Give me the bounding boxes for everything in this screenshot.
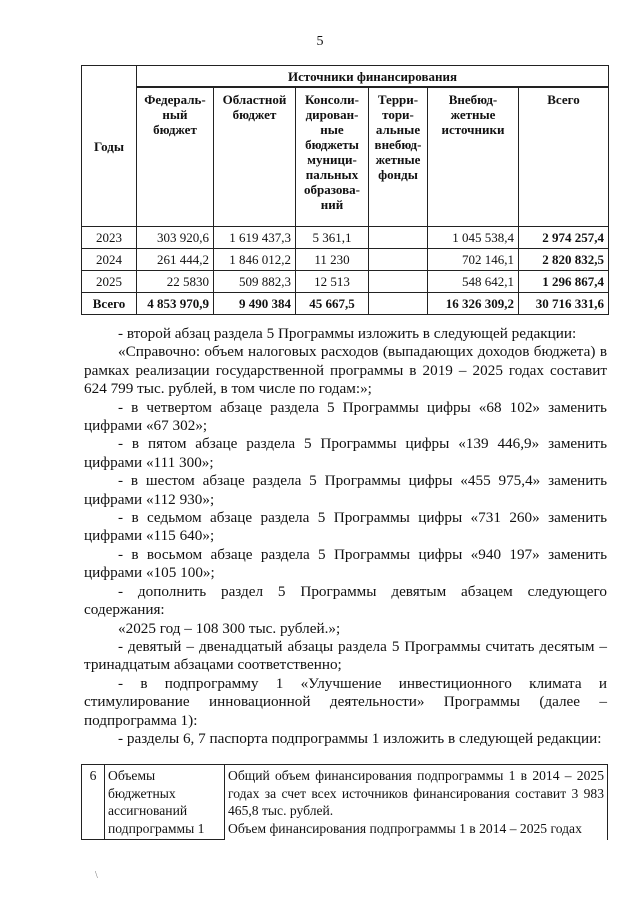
paragraph: - в восьмом абзаце раздела 5 Программы цифры «940 197» заменить цифрами «105 100»; [84,545,607,582]
paragraph: - второй абзац раздела 5 Программы изложить в следующей редакции: [118,325,577,342]
col-total [519,87,609,227]
passport-value-line: Объем финансирования подпрограммы 1 в 2014 – 2025 годах [228,820,582,836]
passport-row-number: 6 [82,765,105,840]
federal-cell: 22 5830 [137,271,214,293]
territorial-cell [369,271,428,293]
federal-cell: 261 444,2 [137,249,214,271]
table-row [82,249,609,271]
year-cell: 2023 [82,227,137,249]
col-municipal-label: Консоли- дирован- ные бюджеты муници- пальных образова- ний [304,92,360,212]
paragraph: - разделы 6, 7 паспорта подпрограммы 1 изложить в следующей редакции: [118,729,602,747]
passport-row-value [225,765,608,840]
territorial-cell [369,227,428,249]
year-cell: 2024 [82,249,137,271]
passport-value-line: Общий объем финансирования подпрограммы 1 в 2014 – 2025 годах за счет всех источников финансирования составит 3 983 465,8 тыс. рублей. [228,768,604,818]
regional-cell: 9 490 384 [214,293,296,315]
extra-cell: 702 146,1 [428,249,519,271]
total-cell: 30 716 331,6 [519,293,609,315]
passport-table [81,764,608,840]
year-cell: 2025 [82,271,137,293]
table-row [82,271,609,293]
table-total-row [82,293,609,315]
col-regional-label: Областной бюджет [222,92,287,122]
col-extra-label: Внебюд- жетные источники [441,92,505,137]
paragraph: - в шестом абзаце раздела 5 Программы цифры «455 975,4» заменить цифрами «112 930»; [84,472,607,508]
paragraph: - дополнить раздел 5 Программы девятым абзацем следующего содержания: [84,582,607,619]
col-extra [428,87,519,227]
municipal-cell: 45 667,5 [296,293,369,315]
municipal-cell: 12 513 [296,271,369,293]
col-municipal [296,87,369,227]
regional-cell: 1 619 437,3 [214,227,296,249]
regional-cell: 509 882,3 [214,271,296,293]
col-total-label: Всего [547,92,580,107]
col-territorial-label: Терри- тори- альные внебюд- жетные фонды [374,92,422,182]
paragraph: - в четвертом абзаце раздела 5 Программы цифры «68 102» заменить цифрами «67 302»; [84,398,607,435]
financing-table [81,65,609,315]
total-cell: 2 820 832,5 [519,249,609,271]
amendments-text [84,325,607,748]
extra-cell: 16 326 309,2 [428,293,519,315]
municipal-cell: 5 361,1 [296,227,369,249]
paragraph: «2025 год – 108 300 тыс. рублей.»; [118,619,341,637]
passport-row [82,765,608,840]
territorial-cell [369,249,428,271]
year-cell: Всего [82,293,137,315]
total-cell: 2 974 257,4 [519,227,609,249]
table-row [82,227,609,249]
col-territorial [369,87,428,227]
municipal-cell: 11 230 [296,249,369,271]
col-federal [137,87,214,227]
paragraph: - в седьмом абзаце раздела 5 Программы цифры «731 260» заменить цифрами «115 640»; [84,509,607,545]
paragraph: «Справочно: объем налоговых расходов (выпадающих доходов бюджета) в рамках реализации государственной программы в 2019 – 2025 годах составит 624 799 тыс. рублей, в том числе по годам:»; [84,343,607,398]
col-federal-label: Федераль- ный бюджет [144,92,206,137]
scan-mark: \ [95,870,98,881]
territorial-cell [369,293,428,315]
years-header: Годы [82,66,137,227]
paragraph: - девятый – двенадцатый абзацы раздела 5 Программы считать десятым – тринадцатым абзацами соответственно; [84,637,607,674]
col-regional [214,87,296,227]
paragraph: - в подпрограмму 1 «Улучшение инвестиционного климата и стимулирование инновационной деятельности» Программы (далее – подпрограмма 1): [84,674,607,729]
extra-cell: 1 045 538,4 [428,227,519,249]
regional-cell: 1 846 012,2 [214,249,296,271]
sources-header: Источники финансирования [137,66,609,88]
federal-cell: 303 920,6 [137,227,214,249]
federal-cell: 4 853 970,9 [137,293,214,315]
page-number: 5 [316,34,324,49]
passport-row-label: Объемы бюджетных ассигнований подпрограммы 1 [105,765,225,840]
extra-cell: 548 642,1 [428,271,519,293]
total-cell: 1 296 867,4 [519,271,609,293]
paragraph: - в пятом абзаце раздела 5 Программы цифры «139 446,9» заменить цифрами «111 300»; [84,435,607,471]
